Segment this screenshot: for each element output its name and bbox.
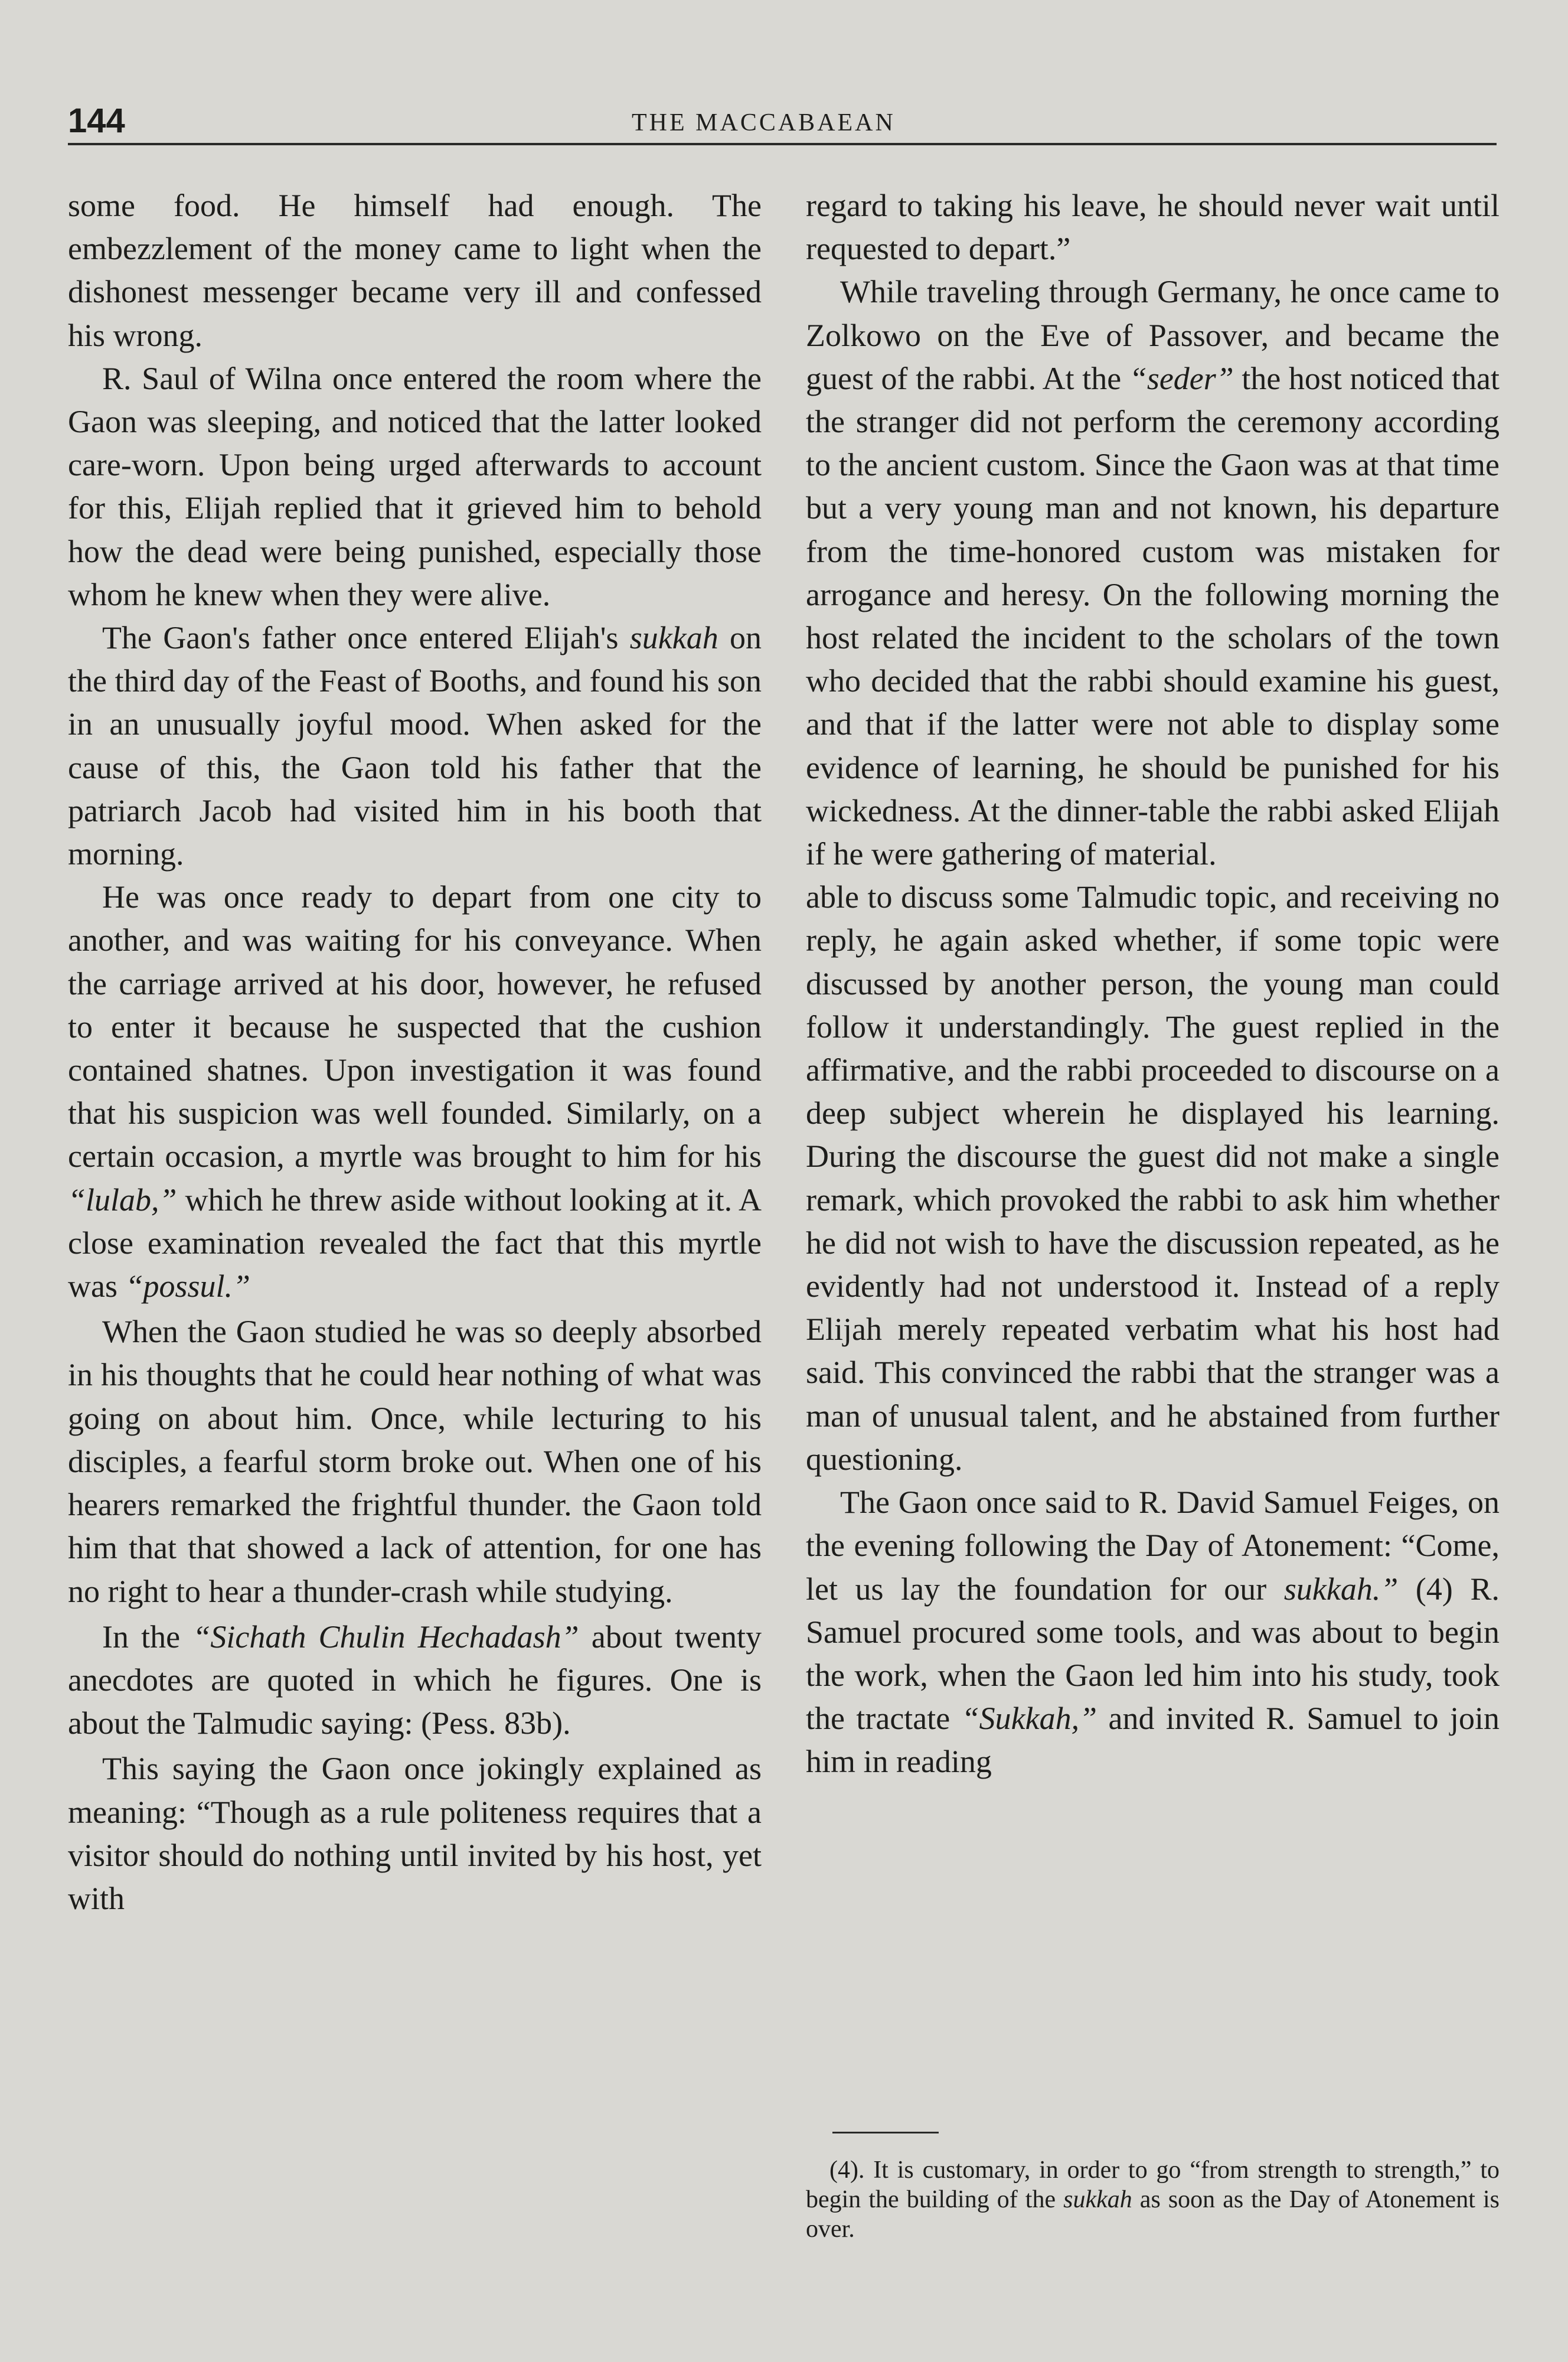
header-rule [68, 143, 1497, 145]
right-column [806, 184, 1500, 1784]
paragraph: The Gaon once said to R. David Samuel Feiges, on the evening following the Day of Atonement: “Come, let us lay the foundation for our sukkah.” (4) R. Samuel procured some tools, and was about to begin the work, when the Gaon led him into his study, took the tractate “Sukkah,” and invited R. Samuel to join him in reading [806, 1485, 1500, 1780]
paragraph: In the “Sichath Chulin Hechadash” about twenty anecdotes are quoted in which he figures. One is about the Talmudic saying: (Pess. 83b). [68, 1619, 762, 1741]
paragraph: The Gaon's father once entered Elijah's sukkah on the third day of the Feast of Booths, and found his son in an unusually joyful mood. When asked for the cause of this, the Gaon told his father that the patriarch Jacob had visited him in his booth that morning. [68, 620, 762, 872]
paragraph: When the Gaon studied he was so deeply absorbed in his thoughts that he could hear nothing of what was going on about him. Once, while lecturing to his disciples, a fearful storm broke out. When one of his hearers remarked the frightful thunder. the Gaon told him that that showed a lack of attention, for one has no right to hear a thunder-crash while studying. [68, 1314, 762, 1609]
paragraph: While traveling through Germany, he once came to Zolkowo on the Eve of Passover, and became the guest of the rabbi. At the “seder” the host noticed that the stranger did not perform the ceremony according to the ancient custom. Since the Gaon was at that time but a very young man and not known, his departure from the time-honored custom was mistaken for arrogance and heresy. On the following morning the host related the incident to the scholars of the town who decided that the rabbi should examine his guest, and that if the latter were not able to display some evidence of learning, he should be punished for his wickedness. At the dinner-table the rabbi asked Elijah if he were gathering of material. [806, 274, 1500, 872]
running-head: THE MACCABAEAN [632, 109, 896, 136]
paragraph: This saying the Gaon once jokingly explained as meaning: “Though as a rule politeness requires that a visitor should do nothing until invited by his host, yet with [68, 1751, 762, 1916]
page-number: 144 [68, 102, 125, 140]
paragraph: He was once ready to depart from one city to another, and was waiting for his conveyance. When the carriage arrived at his door, however, he refused to enter it because he suspected that the cushion contained shatnes. Upon investigation it was found that his suspicion was well founded. Similarly, on a certain occasion, a myrtle was brought to him for his “lulab,” which he threw aside without looking at it. A close examination revealed the fact that this myrtle was “possul.” [68, 879, 762, 1304]
paragraph: able to discuss some Talmudic topic, and receiving no reply, he again asked whether, if some topic were discussed by another person, the young man could follow it understandingly. The guest replied in the affirmative, and the rabbi proceeded to discourse on a deep subject wherein he displayed his learning. During the discourse the guest did not make a single remark, which provoked the rabbi to ask him whether he did not wish to have the discussion repeated, as he evidently had not understood it. Instead of a reply Elijah merely repeated verbatim what his host had said. This convinced the rabbi that the stranger was a man of unusual talent, and he abstained from further questioning. [806, 879, 1500, 1477]
footnote: (4). It is customary, in order to go “from strength to strength,” to begin the building of the sukkah as soon as the Day of Atonement is over. [806, 2157, 1500, 2243]
footnote-rule [832, 2132, 939, 2133]
paragraph: some food. He himself had enough. The embezzlement of the money came to light when the dishonest messenger became very ill and confessed his wrong. [68, 188, 762, 353]
paragraph: R. Saul of Wilna once entered the room where the Gaon was sleeping, and noticed that the latter looked care-worn. Upon being urged afterwards to account for this, Elijah replied that it grieved him to behold how the dead were being punished, especially those whom he knew when they were alive. [68, 360, 762, 612]
page-header [68, 100, 1497, 146]
paragraph: regard to taking his leave, he should never wait until requested to depart.” [806, 188, 1500, 267]
left-column [68, 184, 762, 1920]
